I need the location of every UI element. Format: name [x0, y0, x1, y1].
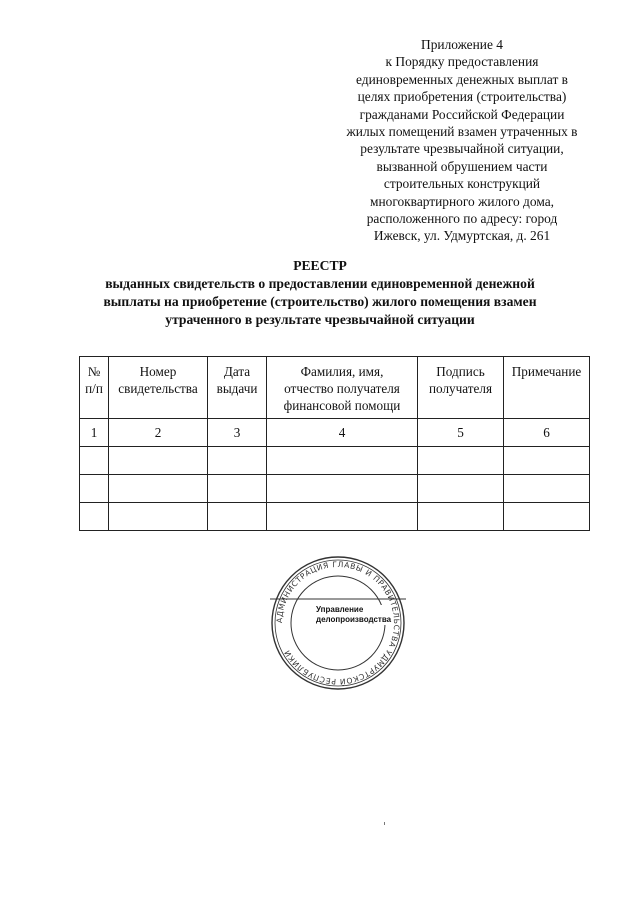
- empty-cell: [208, 475, 267, 503]
- empty-cell: [80, 475, 109, 503]
- column-number: 6: [504, 419, 590, 447]
- header-cell-recipient: Фамилия, имя, отчество получателя финансовой помощи: [267, 357, 418, 419]
- column-number: 1: [80, 419, 109, 447]
- appendix-line: гражданами Российской Федерации: [359, 106, 565, 122]
- appendix-block: [334, 36, 590, 245]
- empty-cell: [504, 503, 590, 531]
- table-row-empty: [80, 503, 590, 531]
- header-cell-date: Дата выдачи: [208, 357, 267, 419]
- header-cell-number: № п/п: [80, 357, 109, 419]
- appendix-line: Ижевск, ул. Удмуртская, д. 261: [373, 228, 551, 244]
- empty-cell: [267, 447, 418, 475]
- appendix-line: единовременных денежных выплат в: [356, 71, 568, 87]
- empty-cell: [109, 503, 208, 531]
- header-cell-certificate: Номер свидетельства: [109, 357, 208, 419]
- stamp-label: [316, 605, 392, 625]
- title-heading: РЕЕСТР: [293, 258, 347, 273]
- empty-cell: [208, 503, 267, 531]
- appendix-line: многоквартирного жилого дома,: [369, 193, 554, 209]
- appendix-line: целях приобретения (строительства): [357, 89, 567, 105]
- header-cell-signature: Подпись получателя: [418, 357, 504, 419]
- column-number-row: [80, 419, 590, 447]
- empty-cell: [109, 475, 208, 503]
- column-number: 2: [109, 419, 208, 447]
- stamp-ring-text: АДМИНИСТРАЦИЯ ГЛАВЫ И ПРАВИТЕЛЬСТВА УДМУРТСКОЙ РЕСПУБЛИКИ: [274, 559, 402, 687]
- empty-cell: [504, 447, 590, 475]
- empty-cell: [208, 447, 267, 475]
- title-line: выплаты на приобретение (строительство) жилого помещения взамен: [103, 294, 537, 309]
- empty-cell: [80, 447, 109, 475]
- registry-table: [79, 356, 590, 531]
- table-row-empty: [80, 475, 590, 503]
- title-line: утраченного в результате чрезвычайной ситуации: [165, 312, 475, 327]
- empty-cell: [418, 475, 504, 503]
- appendix-line: Приложение 4: [421, 37, 503, 52]
- column-number: 4: [267, 419, 418, 447]
- header-cell-note: Примечание: [504, 357, 590, 419]
- empty-cell: [267, 475, 418, 503]
- stamp-label-line: Управление: [316, 605, 364, 614]
- empty-cell: [109, 447, 208, 475]
- appendix-line: вызванной обрушением части: [376, 158, 548, 174]
- stamp-label-line: делопроизводства: [316, 615, 392, 624]
- appendix-line: жилых помещений взамен утраченных в: [346, 124, 578, 140]
- appendix-line: к Порядку предоставления: [385, 54, 539, 70]
- empty-cell: [80, 503, 109, 531]
- table-row-empty: [80, 447, 590, 475]
- title-line: выданных свидетельств о предоставлении единовременной денежной: [105, 276, 535, 291]
- empty-cell: [267, 503, 418, 531]
- appendix-line: расположенного по адресу: город: [366, 211, 558, 227]
- empty-cell: [504, 475, 590, 503]
- empty-cell: [418, 503, 504, 531]
- appendix-line: строительных конструкций: [383, 176, 541, 192]
- appendix-line: результате чрезвычайной ситуации,: [360, 141, 564, 157]
- document-title: [60, 257, 580, 329]
- column-number: 5: [418, 419, 504, 447]
- column-number: 3: [208, 419, 267, 447]
- empty-cell: [418, 447, 504, 475]
- scan-speck: [384, 822, 385, 825]
- table-header-row: [80, 357, 590, 419]
